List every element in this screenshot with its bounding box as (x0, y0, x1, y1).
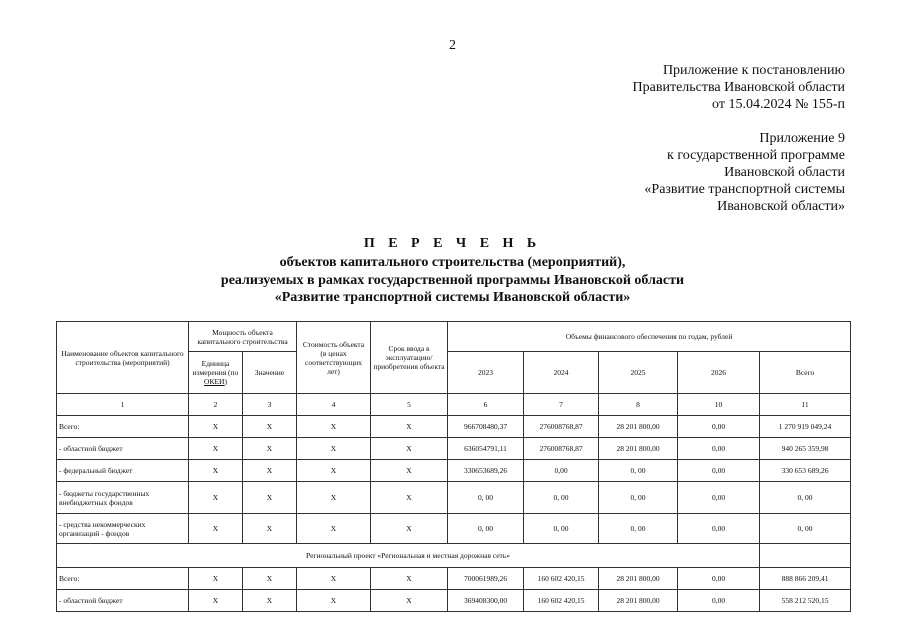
header-year-2023: 2023 (448, 352, 524, 394)
cell: 0, 00 (524, 514, 599, 544)
cell: X (297, 460, 371, 482)
cell: 0, 00 (599, 514, 678, 544)
cell: 28 201 800,00 (599, 416, 678, 438)
table-row (57, 482, 851, 514)
row-name: - федеральный бюджет (57, 460, 189, 482)
cell: 276008768,87 (524, 438, 599, 460)
header-name: Наименование объектов капитального строительства (мероприятий) (57, 322, 189, 394)
cell: 940 265 359,98 (760, 438, 851, 460)
table-row (57, 514, 851, 544)
cell: 0,00 (678, 514, 760, 544)
cell: X (371, 568, 448, 590)
cell: 0,00 (678, 482, 760, 514)
cell: 276008768,87 (524, 416, 599, 438)
cell: 28 201 800,00 (599, 568, 678, 590)
cell: 0, 00 (448, 514, 524, 544)
col-number: 3 (243, 394, 297, 416)
section-row (57, 544, 851, 568)
cell: X (189, 416, 243, 438)
header-funding: Объемы финансового обеспечения по годам, рублей (448, 322, 851, 352)
cell: X (371, 590, 448, 612)
row-name: Всего: (57, 568, 189, 590)
row-name: Всего: (57, 416, 189, 438)
row-name: - областной бюджет (57, 438, 189, 460)
cell: 0, 00 (760, 482, 851, 514)
col-number: 11 (760, 394, 851, 416)
cell: X (243, 460, 297, 482)
cell: 966708480,37 (448, 416, 524, 438)
cell (760, 544, 851, 568)
subtitle-line1: объектов капитального строительства (мероприятий), (279, 255, 626, 270)
appendix1-line3: от 15.04.2024 № 155-п (712, 97, 845, 112)
cell: X (189, 590, 243, 612)
cell: X (371, 514, 448, 544)
cell: X (371, 482, 448, 514)
cell: X (371, 460, 448, 482)
col-number: 6 (448, 394, 524, 416)
table-row (57, 590, 851, 612)
cell: 0, 00 (448, 482, 524, 514)
header-unit: Единица измерения (по ОКЕИ) (189, 352, 243, 394)
header-year-2024: 2024 (524, 352, 599, 394)
cell: X (189, 438, 243, 460)
cell: X (297, 416, 371, 438)
col-number: 5 (371, 394, 448, 416)
header-deadline: Срок ввода в эксплуатацию/ приобретения объекта (371, 322, 448, 394)
cell: X (243, 482, 297, 514)
document-subtitle (0, 254, 905, 307)
cell: 369408300,00 (448, 590, 524, 612)
cell: X (297, 514, 371, 544)
cell: 636054791,11 (448, 438, 524, 460)
cell: X (243, 568, 297, 590)
table-row (57, 568, 851, 590)
cell: X (189, 514, 243, 544)
cell: 28 201 800,00 (599, 590, 678, 612)
cell: X (371, 416, 448, 438)
appendix-header-program (644, 130, 845, 215)
row-name: - бюджеты государственных внебюджетных фондов (57, 482, 189, 514)
row-name: - средства некоммерческих организаций - фондов (57, 514, 189, 544)
cell: 0,00 (678, 460, 760, 482)
section-title: Региональный проект «Региональная и местная дорожная сеть» (57, 544, 760, 568)
col-number: 2 (189, 394, 243, 416)
header-year-2026: 2026 (678, 352, 760, 394)
cell: 330653689,26 (448, 460, 524, 482)
appendix1-line2: Правительства Ивановской области (632, 80, 845, 95)
cell: 0, 00 (599, 460, 678, 482)
cell: 0,00 (678, 590, 760, 612)
col-number: 4 (297, 394, 371, 416)
table-row (57, 460, 851, 482)
cell: X (243, 416, 297, 438)
row-name: - областной бюджет (57, 590, 189, 612)
col-number: 8 (599, 394, 678, 416)
cell: X (297, 568, 371, 590)
capital-objects-table (56, 321, 851, 612)
cell: 0, 00 (599, 482, 678, 514)
cell: X (189, 482, 243, 514)
cell: X (189, 460, 243, 482)
appendix2-line5: Ивановской области» (717, 199, 845, 214)
cell: 0,00 (678, 438, 760, 460)
appendix2-line2: к государственной программе (667, 148, 845, 163)
cell: 0, 00 (760, 514, 851, 544)
cell: 0,00 (678, 568, 760, 590)
header-year-2025: 2025 (599, 352, 678, 394)
col-number: 7 (524, 394, 599, 416)
cell: 0,00 (678, 416, 760, 438)
table-row (57, 438, 851, 460)
cell: X (243, 590, 297, 612)
header-total: Всего (760, 352, 851, 394)
cell: 888 866 209,41 (760, 568, 851, 590)
appendix2-line3: Ивановской области (724, 165, 845, 180)
cell: X (243, 514, 297, 544)
okei-link[interactable]: ОКЕИ (204, 377, 225, 386)
page-number: 2 (449, 38, 456, 53)
header-capacity: Мощность объекта капитального строительства (189, 322, 297, 352)
cell: 1 270 919 049,24 (760, 416, 851, 438)
cell: X (243, 438, 297, 460)
cell: 0, 00 (524, 482, 599, 514)
cell: X (297, 482, 371, 514)
col-number: 10 (678, 394, 760, 416)
cell: X (297, 590, 371, 612)
header-value: Значение (243, 352, 297, 394)
cell: 160 602 420,15 (524, 568, 599, 590)
subtitle-line3: «Развитие транспортной системы Ивановской области» (274, 290, 631, 305)
document-heading: П Е Р Е Ч Е Н Ь (363, 236, 542, 251)
cell: 28 201 800,00 (599, 438, 678, 460)
cell: 330 653 689,26 (760, 460, 851, 482)
cell: 160 602 420,15 (524, 590, 599, 612)
appendix1-line1: Приложение к постановлению (662, 63, 845, 78)
table-row (57, 416, 851, 438)
appendix2-line4: «Развитие транспортной системы (644, 182, 845, 197)
cell: X (189, 568, 243, 590)
appendix2-line1: Приложение 9 (759, 131, 845, 146)
col-number: 1 (57, 394, 189, 416)
cell: X (297, 438, 371, 460)
header-cost: Стоимость объекта (в ценах соответствующих лет) (297, 322, 371, 394)
cell: X (371, 438, 448, 460)
cell: 700061989,26 (448, 568, 524, 590)
cell: 558 212 520,15 (760, 590, 851, 612)
appendix-header-resolution (633, 62, 845, 113)
cell: 0,00 (524, 460, 599, 482)
column-numbers-row (57, 394, 851, 416)
subtitle-line2: реализуемых в рамках государственной программы Ивановской области (220, 272, 685, 288)
